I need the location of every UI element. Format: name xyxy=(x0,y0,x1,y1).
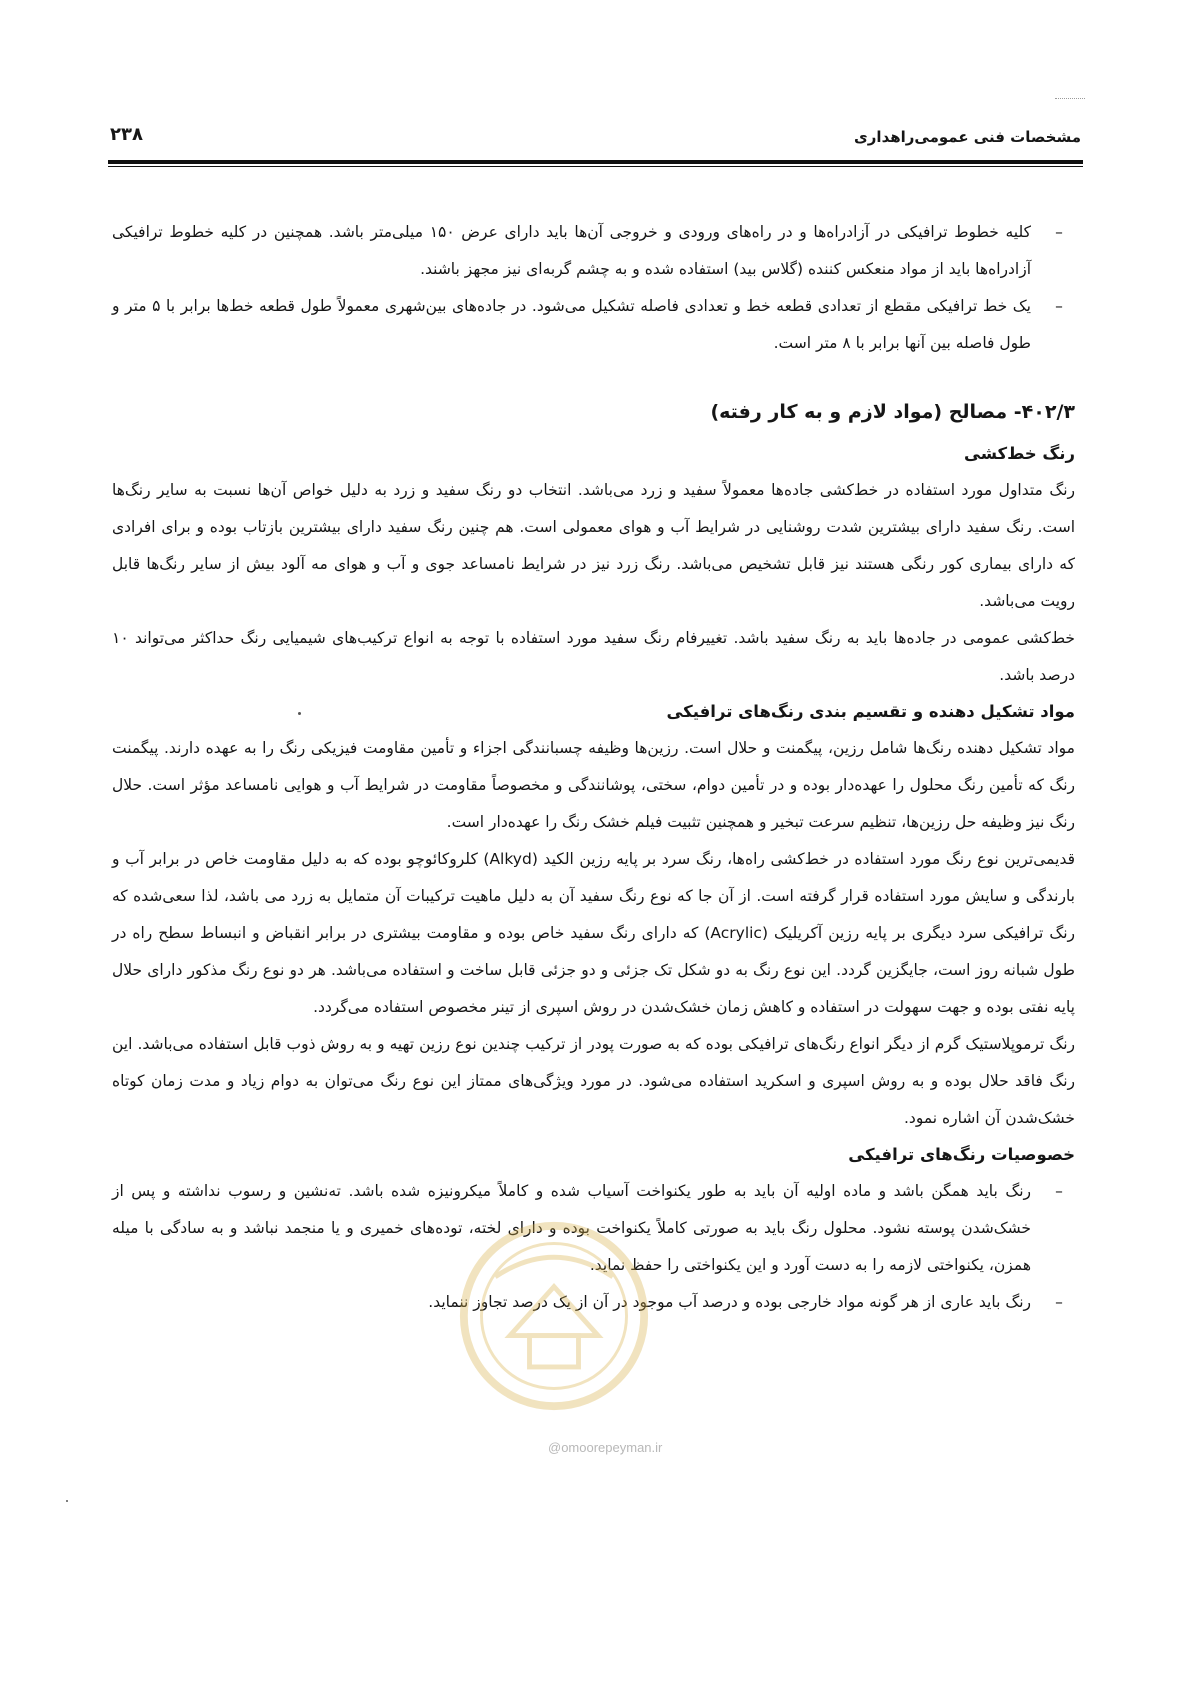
header-title: مشخصات فنی عمومی‌راهداری xyxy=(854,128,1081,146)
subheading-paint: رنگ خط‌کشی xyxy=(964,444,1075,463)
page-number: ۲۳۸ xyxy=(110,124,143,145)
running-header xyxy=(110,124,1081,154)
paragraph: خط‌کشی عمومی در جاده‌ها باید به رنگ سفید باشد. تغییرفام رنگ سفید مورد استفاده با توجه به انواع ترکیب‌های شیمیایی رنگ حداکثر می‌تواند ۱۰ درصد باشد. xyxy=(112,629,1075,684)
section-heading: ۴۰۲/۳- مصالح (مواد لازم و به کار رفته) xyxy=(710,401,1075,423)
dash-marker: – xyxy=(1055,223,1063,241)
properties-bullet-list xyxy=(112,1173,1075,1321)
dash-marker: – xyxy=(1055,1182,1063,1200)
bullet-text: کلیه خطوط ترافیکی در آزادراه‌ها و در راه‌های ورودی و خروجی آن‌ها باید دارای عرض ۱۵۰ میلی‌متر باشد. همچنین در کلیه خطوط ترافیکی آزادراه‌ها باید از مواد منعکس کننده (گلاس بید) استفاده شده و به چشم گربه‌ای نیز مجهز باشند. xyxy=(112,223,1031,278)
page-body xyxy=(112,214,1075,1321)
dash-marker: – xyxy=(1055,297,1063,315)
list-item xyxy=(112,214,1075,288)
watermark-url: @omoorepeyman.ir xyxy=(548,1440,663,1455)
subheading-components: مواد تشکیل دهنده و تقسیم بندی رنگ‌های ترافیکی xyxy=(666,702,1075,721)
intro-bullet-list xyxy=(112,214,1075,362)
list-item xyxy=(112,1173,1075,1284)
bullet-text: رنگ باید همگن باشد و ماده اولیه آن باید به طور یکنواخت آسیاب شده و کاملاً میکرونیزه شده باشد. ته‌نشین و رسوب نداشته و پس از خشک‌شدن پوسته نشود. محلول رنگ باید به صورتی کاملاً یکنواخت بوده و دارای لخته، توده‌های خمیری و یا منجمد نباشد و به سادگی با میله همزن، یکنواختی لازمه را به دست آورد و این یکنواختی را حفظ نماید. xyxy=(112,1182,1031,1274)
bullet-text: یک خط ترافیکی مقطع از تعدادی قطعه خط و تعدادی فاصله تشکیل می‌شود. در جاده‌های بین‌شهری معمولاً طول قطعه خط‌ها برابر با ۵ متر و طول فاصله بین آنها برابر با ۸ متر است. xyxy=(112,297,1031,352)
subheading-properties: خصوصیات رنگ‌های ترافیکی xyxy=(848,1145,1075,1164)
dash-marker: – xyxy=(1055,1293,1063,1311)
scan-speck xyxy=(298,712,301,715)
bullet-text: رنگ باید عاری از هر گونه مواد خارجی بوده و درصد آب موجود در آن از یک درصد تجاوز ننماید. xyxy=(428,1293,1031,1311)
paragraph: قدیمی‌ترین نوع رنگ مورد استفاده در خط‌کشی راه‌ها، رنگ سرد بر پایه رزین الکید (Alkyd) کلروکائوچو بوده که به دلیل مقاومت خاص در برابر آب و بارندگی و سایش مورد استفاده قرار گرفته است. از آن جا که نوع رنگ سفید آن به دلیل ماهیت ترکیبات آن متمایل به زرد می باشد، لذا سعی‌شده که رنگ ترافیکی سرد دیگری بر پایه رزین آکریلیک (Acrylic) که دارای رنگ سفید خاص بوده و مقاومت بیشتری در برابر انقباض و انبساط سطح راه در طول شبانه روز است، جایگزین گردد. این نوع رنگ به دو شکل تک جزئی و دو جزئی قابل ساخت و استفاده می‌باشد. هر دو نوع رنگ مذکور دارای حلال پایه نفتی بوده و جهت سهولت در استفاده و کاهش زمان خشک‌شدن در روش اسپری از تینر مخصوص استفاده می‌گردد. xyxy=(112,850,1075,1016)
paragraph: مواد تشکیل دهنده رنگ‌ها شامل رزین، پیگمنت و حلال است. رزین‌ها وظیفه چسبانندگی اجزاء و تأمین مقاومت فیزیکی رنگ را به عهده دارند. پیگمنت رنگ که تأمین رنگ محلول را عهده‌دار بوده و در تأمین دوام، سختی، پوشانندگی و مخصوصاً مقاومت در شرایط آب و هوایی نامساعد مؤثر است. حلال رنگ نیز وظیفه حل رزین‌ها، تنظیم سرعت تبخیر و همچنین تثبیت فیلم خشک رنگ را عهده‌دار است. xyxy=(112,739,1075,831)
corner-mark xyxy=(1055,98,1085,99)
header-rule xyxy=(108,160,1083,167)
list-item xyxy=(112,288,1075,362)
paragraph: رنگ متداول مورد استفاده در خط‌کشی جاده‌ها معمولاً سفید و زرد می‌باشد. انتخاب دو رنگ سفید و زرد به دلیل خواص آن‌ها نسبت به سایر رنگ‌ها است. رنگ سفید دارای بیشترین شدت روشنایی در شرایط آب و هوای معمولی است. هم چنین رنگ سفید دارای بیشترین بازتاب بوده و برای افرادی که دارای بیماری کور رنگی هستند نیز قابل تشخیص می‌باشد. رنگ زرد نیز در شرایط نامساعد جوی و آب و هوای مه آلود بیش از سایر رنگ‌ها قابل رویت می‌باشد. xyxy=(112,481,1075,610)
scan-speck xyxy=(66,1500,68,1502)
paragraph: رنگ ترموپلاستیک گرم از دیگر انواع رنگ‌های ترافیکی بوده که به صورت پودر از ترکیب چندین نوع رزین تهیه و به روش ذوب قابل استفاده می‌باشد. این رنگ فاقد حلال بوده و به روش اسپری و اسکرید استفاده می‌شود. در مورد ویژگی‌های ممتاز این نوع رنگ می‌توان به دوام زیاد و مدت زمان کوتاه خشک‌شدن آن اشاره نمود. xyxy=(112,1035,1075,1127)
list-item xyxy=(112,1284,1075,1321)
